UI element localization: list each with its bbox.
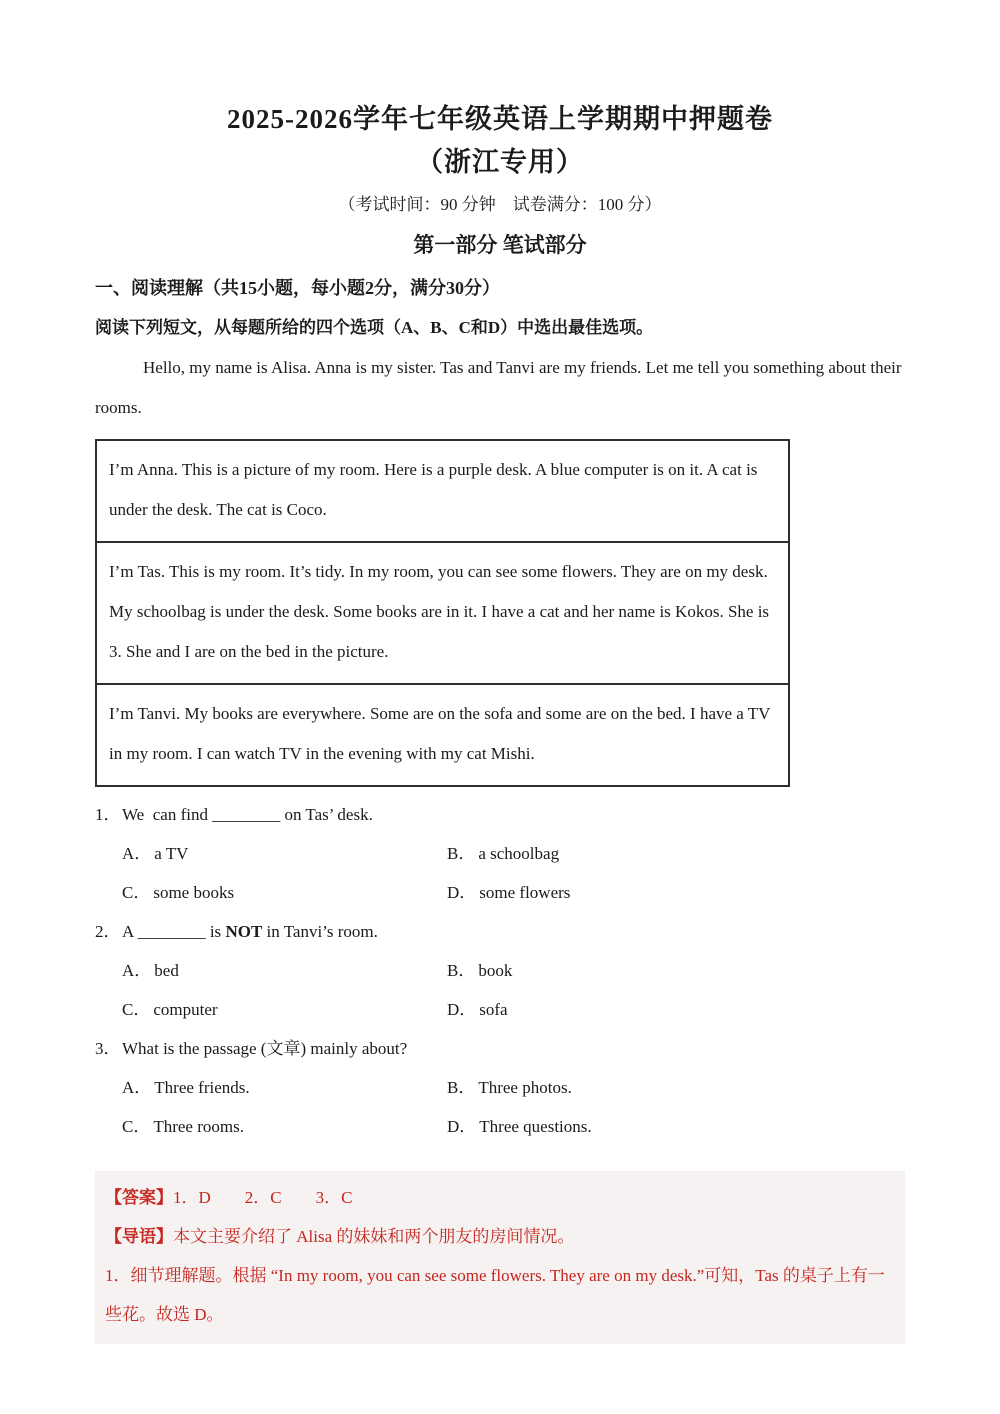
table-row [96, 542, 789, 684]
question-number: 3． [95, 1039, 121, 1058]
answer-label: 【答案】 [105, 1188, 173, 1207]
option-label: C． [122, 1000, 151, 1019]
section-heading: 一、阅读理解（共15小题，每小题2分，满分30分） [95, 278, 500, 298]
option-label: A． [122, 1078, 152, 1097]
answer-key-block [95, 1171, 905, 1344]
lead-label: 【导语】 [105, 1227, 173, 1246]
option-text: bed [154, 961, 179, 980]
option-c [122, 1107, 447, 1146]
option-d [447, 873, 905, 912]
table-row [96, 440, 789, 542]
question-text: What is the passage (文章) mainly about? [122, 1039, 408, 1058]
lead-text: 本文主要介绍了 Alisa 的妹妹和两个朋友的房间情况。 [173, 1227, 575, 1246]
option-label: B． [447, 961, 476, 980]
question-3-options [95, 1068, 905, 1146]
option-text: computer [153, 1000, 218, 1019]
option-text: Three photos. [478, 1078, 572, 1097]
section-instructions: 阅读下列短文，从每题所给的四个选项（A、B、C和D）中选出最佳选项。 [95, 318, 654, 337]
option-d [447, 1107, 905, 1146]
question-3 [95, 1029, 905, 1146]
question-3-stem [95, 1029, 905, 1068]
page-subtitle: （浙江专用） [416, 147, 584, 177]
exam-info: （考试时间：90 分钟 试卷满分：100 分） [338, 195, 662, 214]
option-text: some books [153, 883, 235, 902]
option-label: D． [447, 1117, 477, 1136]
option-d [447, 990, 905, 1029]
table-row [96, 684, 789, 786]
question-text: We can find ________ on Tas’ desk. [122, 805, 373, 824]
option-c [122, 990, 447, 1029]
option-a [122, 834, 447, 873]
question-1-options [95, 834, 905, 912]
option-b [447, 951, 905, 990]
option-label: B． [447, 1078, 476, 1097]
option-b [447, 834, 905, 873]
option-c [122, 873, 447, 912]
explanation-line: 1．细节理解题。根据 “In my room, you can see some flowers. They are on my desk.”可知，Tas 的桌子上有一些花。故选 D。 [105, 1266, 885, 1324]
answer-values: 1．D 2．C 3．C [173, 1188, 353, 1207]
option-label: A． [122, 961, 152, 980]
lead-line [105, 1217, 893, 1256]
option-text: sofa [479, 1000, 508, 1019]
question-2 [95, 912, 905, 1029]
option-text: Three rooms. [153, 1117, 244, 1136]
passage-row-tanvi: I’m Tanvi. My books are everywhere. Some are on the sofa and some are on the bed. I have a TV in my room. I can watch TV in the evening with my cat Mishi. [96, 684, 789, 786]
question-2-stem [95, 912, 905, 951]
option-text: a TV [154, 844, 189, 863]
page-title: 2025-2026学年七年级英语上学期期中押题卷 [227, 104, 773, 134]
passage-row-tas: I’m Tas. This is my room. It’s tidy. In my room, you can see some flowers. They are on my desk. My schoolbag is under the desk. Some books are in it. I have a cat and her name is Kokos. She is 3. She and I are on the bed in the picture. [96, 542, 789, 684]
option-label: D． [447, 883, 477, 902]
part-heading: 第一部分 笔试部分 [413, 233, 587, 257]
option-text: Three friends. [154, 1078, 250, 1097]
option-a [122, 1068, 447, 1107]
questions-list [95, 795, 905, 1146]
question-text-pre: A ________ is [122, 922, 226, 941]
question-text-bold: NOT [225, 922, 263, 941]
passage-row-anna: I’m Anna. This is a picture of my room. Here is a purple desk. A blue computer is on it. A cat is under the desk. The cat is Coco. [96, 440, 789, 542]
question-text-post: in Tanvi’s room. [262, 922, 378, 941]
option-text: some flowers [479, 883, 571, 902]
question-1-stem [95, 795, 905, 834]
answer-line [105, 1178, 893, 1217]
option-label: A． [122, 844, 152, 863]
intro-paragraph: Hello, my name is Alisa. Anna is my sister. Tas and Tanvi are my friends. Let me tell you something about their rooms. [95, 358, 902, 417]
question-2-options [95, 951, 905, 1029]
option-label: C． [122, 1117, 151, 1136]
question-1 [95, 795, 905, 912]
option-a [122, 951, 447, 990]
passage-table [95, 439, 790, 787]
option-text: book [478, 961, 513, 980]
option-label: D． [447, 1000, 477, 1019]
option-text: a schoolbag [478, 844, 560, 863]
question-number: 2． [95, 922, 121, 941]
option-b [447, 1068, 905, 1107]
option-label: C． [122, 883, 151, 902]
option-text: Three questions. [479, 1117, 592, 1136]
question-number: 1． [95, 805, 121, 824]
option-label: B． [447, 844, 476, 863]
